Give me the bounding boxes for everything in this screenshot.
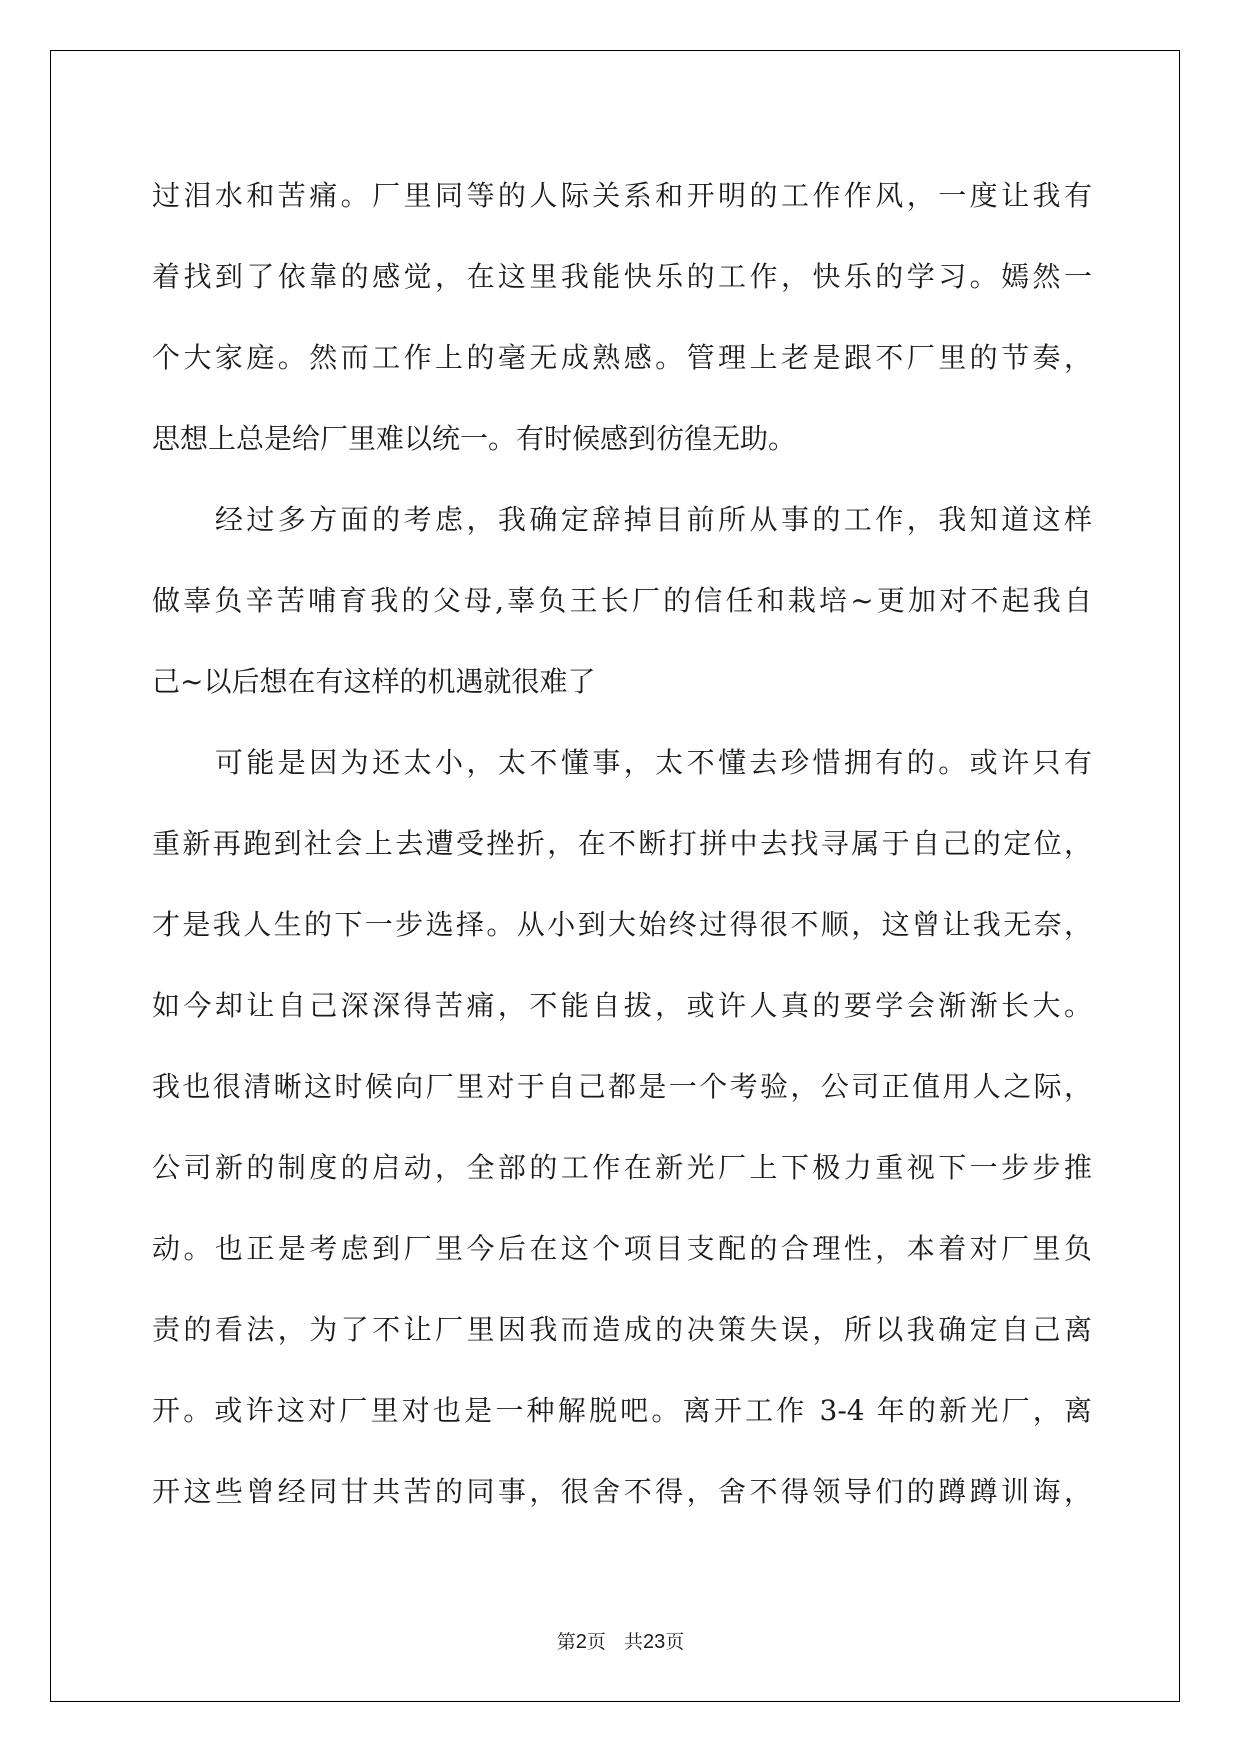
document-body xyxy=(152,155,1092,1532)
text-line: 公司新的制度的启动，全部的工作在新光厂上下极力重视下一步步推 xyxy=(152,1151,1092,1184)
text-line: 思想上总是给厂里难以统一。有时候感到彷徨无助。 xyxy=(152,422,797,455)
text-line: 我也很清晰这时候向厂里对于自己都是一个考验，公司正值用人之际， xyxy=(152,1070,1092,1103)
text-line: 开这些曾经同甘共苦的同事，很舍不得，舍不得领导们的蹲蹲训诲， xyxy=(152,1475,1092,1508)
text-line: 己~以后想在有这样的机遇就很难了 xyxy=(152,665,596,698)
total-suffix: 页 xyxy=(665,1631,685,1653)
text-line: 动。也正是考虑到厂里今后在这个项目支配的合理性，本着对厂里负 xyxy=(152,1232,1092,1265)
text-line: 可能是因为还太小，太不懂事，太不懂去珍惜拥有的。或许只有 xyxy=(152,746,1092,779)
text-line: 开。或许这对厂里对也是一种解脱吧。离开工作 3-4 年的新光厂，离 xyxy=(152,1394,1092,1427)
text-line: 做辜负辛苦哺育我的父母,辜负王长厂的信任和栽培~更加对不起我自 xyxy=(152,584,1092,617)
page-prefix: 第 xyxy=(556,1631,576,1653)
text-line: 个大家庭。然而工作上的毫无成熟感。管理上老是跟不厂里的节奏， xyxy=(152,341,1092,374)
text-line: 经过多方面的考虑，我确定辞掉目前所从事的工作，我知道这样 xyxy=(152,503,1092,536)
text-line: 如今却让自己深深得苦痛，不能自拔，或许人真的要学会渐渐长大。 xyxy=(152,989,1092,1022)
page-number: 2 xyxy=(575,1631,587,1653)
page-footer xyxy=(0,1627,1241,1654)
text-line: 责的看法，为了不让厂里因我而造成的决策失误，所以我确定自己离 xyxy=(152,1313,1092,1346)
total-pages: 23 xyxy=(642,1631,666,1653)
page-suffix: 页 xyxy=(586,1631,606,1653)
text-line: 过泪水和苦痛。厂里同等的人际关系和开明的工作作风，一度让我有 xyxy=(152,179,1092,212)
text-line: 才是我人生的下一步选择。从小到大始终过得很不顺，这曾让我无奈， xyxy=(152,908,1092,941)
total-prefix: 共 xyxy=(623,1631,643,1653)
text-line: 着找到了依靠的感觉，在这里我能快乐的工作，快乐的学习。嫣然一 xyxy=(152,260,1092,293)
text-line: 重新再跑到社会上去遭受挫折，在不断打拼中去找寻属于自己的定位， xyxy=(152,827,1092,860)
